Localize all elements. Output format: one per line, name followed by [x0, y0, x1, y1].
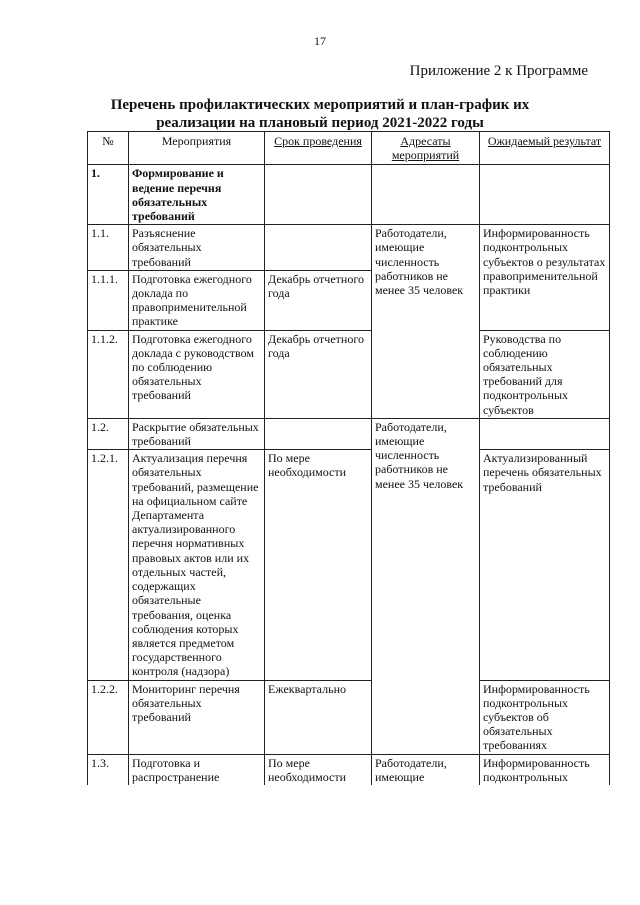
row-addressees: Работодатели, имеющие	[372, 754, 480, 785]
table-row	[88, 754, 610, 785]
header-num: №	[88, 132, 129, 165]
row-addressees	[372, 165, 480, 225]
header-deadline: Срок проведения	[265, 132, 372, 165]
row-result	[480, 418, 610, 449]
row-activity: Раскрытие обязательных требований	[129, 418, 265, 449]
row-deadline: По мере необходимости	[265, 450, 372, 680]
table-row	[88, 680, 610, 754]
activities-table	[87, 131, 610, 785]
row-activity: Разъяснение обязательных требований	[129, 225, 265, 271]
row-deadline: Ежеквартально	[265, 680, 372, 754]
row-activity: Подготовка ежегодного доклада по правоприменительной практике	[129, 270, 265, 330]
row-addressees: Работодатели, имеющие численность работников не менее 35 человек	[372, 418, 480, 754]
page-number: 17	[314, 34, 326, 48]
row-deadline	[265, 225, 372, 271]
row-deadline: Декабрь отчетного года	[265, 270, 372, 330]
row-activity: Подготовка и распространение	[129, 754, 265, 785]
table-row	[88, 418, 610, 449]
row-deadline: По мере необходимости	[265, 754, 372, 785]
row-result: Информированность подконтрольных субъектов об обязательных требованиях	[480, 680, 610, 754]
header-activities: Мероприятия	[129, 132, 265, 165]
row-result: Информированность подконтрольных	[480, 754, 610, 785]
title-line-2: реализации на плановый период 2021-2022 годы	[156, 115, 484, 131]
table-row	[88, 450, 610, 680]
row-result	[480, 165, 610, 225]
row-num: 1.2.1.	[88, 450, 129, 680]
row-num: 1.1.1.	[88, 270, 129, 330]
row-activity: Формирование и ведение перечня обязательных требований	[129, 165, 265, 225]
row-activity: Подготовка ежегодного доклада с руководством по соблюдению обязательных требований	[129, 330, 265, 418]
row-num: 1.1.	[88, 225, 129, 271]
row-deadline	[265, 418, 372, 449]
row-activity: Актуализация перечня обязательных требований, размещение на официальном сайте Департамента актуализированного перечня нормативных правовых актов или их отдельных частей, содержащих обязательные требования, оценка соблюдения которых является предметом государственного контроля (надзора)	[129, 450, 265, 680]
table-header-row	[88, 132, 610, 165]
row-activity: Мониторинг перечня обязательных требований	[129, 680, 265, 754]
document-title	[70, 96, 570, 132]
row-deadline	[265, 165, 372, 225]
row-num: 1.	[88, 165, 129, 225]
row-result: Актуализированный перечень обязательных требований	[480, 450, 610, 680]
title-line-1: Перечень профилактических мероприятий и план-график их	[110, 97, 530, 113]
header-addressees: Адресаты мероприятий	[372, 132, 480, 165]
row-deadline: Декабрь отчетного года	[265, 330, 372, 418]
row-num: 1.3.	[88, 754, 129, 785]
table-row	[88, 330, 610, 418]
row-result: Информированность подконтрольных субъектов о результатах правоприменительной практики	[480, 225, 610, 330]
row-addressees: Работодатели, имеющие численность работников не менее 35 человек	[372, 225, 480, 419]
row-num: 1.1.2.	[88, 330, 129, 418]
row-result: Руководства по соблюдению обязательных требований для подконтрольных субъектов	[480, 330, 610, 418]
table-row	[88, 225, 610, 271]
row-num: 1.2.2.	[88, 680, 129, 754]
table-row	[88, 165, 610, 225]
header-result: Ожидаемый результат	[480, 132, 610, 165]
appendix-label: Приложение 2 к Программе	[409, 63, 588, 79]
row-num: 1.2.	[88, 418, 129, 449]
